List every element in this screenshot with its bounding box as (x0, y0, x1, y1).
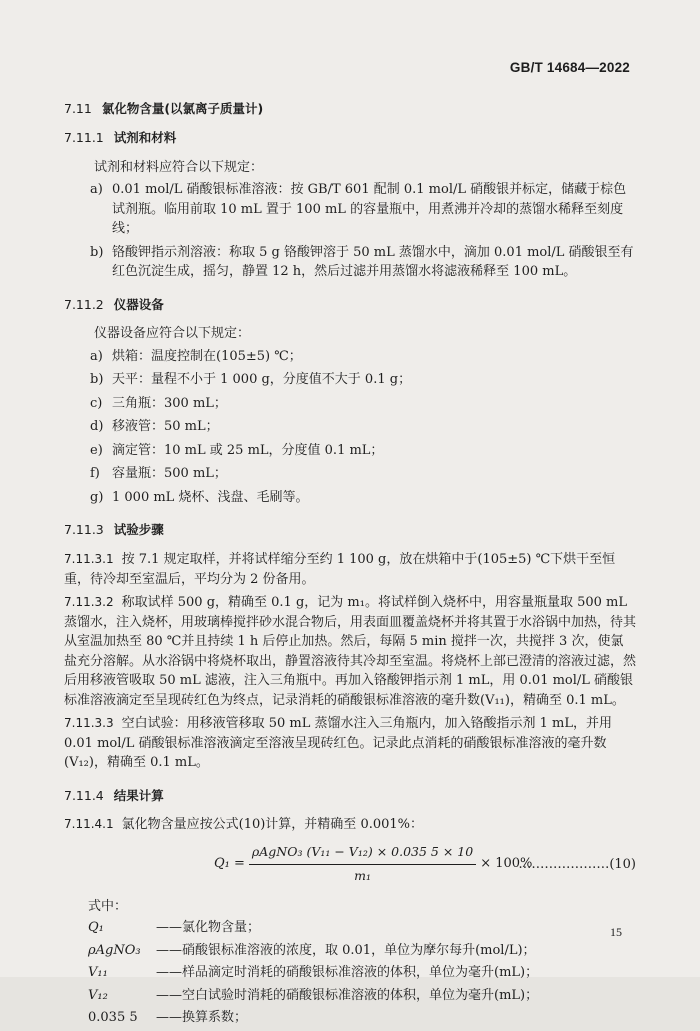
clause-number: 7.11.3.2 (64, 595, 114, 609)
formula (214, 843, 532, 886)
section-title: 氯化物含量(以氯离子质量计) (101, 101, 264, 116)
definition-symbol: Q₁ (88, 920, 104, 936)
list-label: a) (90, 348, 103, 364)
definition-text: ——换算系数； (156, 1010, 248, 1026)
clause-number: 7.11.3.1 (64, 552, 114, 566)
clause-text: 空白试验：用移液管移取 50 mL 蒸馏水注入三角瓶内，加入铬酸指示剂 1 mL，并用 0.01 mol/L 硝酸银标准溶液滴定至溶液呈现砖红色。记录此点消耗的硝酸银标准溶液的毫升数(V₁₂)，精确至 0.1 mL。 (64, 716, 613, 770)
reagents-intro: 试剂和材料应符合以下规定： (94, 159, 264, 175)
section-heading (64, 100, 636, 119)
formula-fraction (249, 843, 476, 886)
definition-row (88, 963, 636, 983)
list-text: 移液管：50 mL； (112, 419, 219, 435)
definition-row (88, 1008, 636, 1028)
subsection-title: 试剂和材料 (113, 129, 177, 145)
definition-text: ——硝酸银标准溶液的浓度，取 0.01，单位为摩尔每升(mol/L)； (156, 942, 536, 958)
list-label: d) (90, 419, 104, 435)
clause-text: 按 7.1 规定取样，并将试样缩分至约 1 100 g，放在烘箱中于(105±5) ℃下烘干至恒重，待冷却至室温后，平均分为 2 份备用。 (64, 552, 616, 587)
list-label: e) (90, 442, 103, 458)
where-label: 式中： (88, 898, 128, 914)
subsection-heading-procedure (64, 521, 636, 540)
subsection-heading-calculation (64, 787, 636, 806)
formula-denominator: m₁ (354, 867, 371, 883)
clause-text: 称取试样 500 g，精确至 0.1 g，记为 m₁。将试样倒入烧杯中，用容量瓶量取 500 mL 蒸馏水，注入烧杯，用玻璃棒搅拌砂水混合物后，用表面皿覆盖烧杯并将其置于水浴锅中加热，待其从室温加热至 80 ℃并且持续 1 h 后停止加热。然后，每隔 5 min 搅拌一次，共搅拌 3 次，使氯盐充分溶解。从水浴锅中将烧杯取出，静置溶液待其冷却至室温。将烧杯上部已澄清的溶液过滤，然后用移液管吸取 50 mL 滤液，注入三角瓶中。再加入铬酸钾指示剂 1 mL，用 0.01 mol/L 硝酸银标准溶液滴定至呈现砖红色为终点，记录消耗的硝酸银标准溶液的毫升数(V₁₁)，精确至 0.1 mL。 (64, 595, 637, 708)
list-item (90, 243, 636, 282)
definition-symbol: 0.035 5 (88, 1010, 138, 1026)
list-item (90, 488, 636, 508)
subsection-heading-apparatus (64, 296, 636, 315)
clause-number: 7.11.4.1 (64, 817, 114, 832)
formula-block (64, 839, 636, 891)
list-item (90, 441, 636, 461)
definition-row (88, 986, 636, 1006)
subsection-title: 试验步骤 (113, 522, 164, 538)
clause (64, 714, 636, 773)
list-text: 天平：量程不小于 1 000 g，分度值不大于 0.1 g； (112, 372, 412, 388)
definition-text: ——氯化物含量； (156, 920, 261, 936)
definition-row (88, 918, 636, 938)
page-number: 15 (610, 925, 622, 939)
definition-symbol: V₁₁ (88, 965, 108, 981)
definition-text: ——样品滴定时消耗的硝酸银标准溶液的体积，单位为毫升(mL)； (156, 965, 539, 981)
clause (64, 550, 636, 589)
list-label: b) (90, 244, 104, 260)
list-text: 烘箱：温度控制在(105±5) ℃； (112, 348, 302, 364)
list-item (90, 347, 636, 367)
subsection-number: 7.11.3 (64, 522, 104, 538)
formula-lhs: Q₁ = (214, 856, 245, 872)
clause (64, 815, 636, 835)
equation-number: …………………(10) (518, 856, 636, 872)
page-content (64, 100, 636, 1031)
list-item (90, 370, 636, 390)
list-label: a) (90, 182, 103, 197)
definition-symbol: ρAgNO₃ (88, 942, 141, 958)
list-text: 0.01 mol/L 硝酸银标准溶液：按 GB/T 601 配制 0.1 mol/L 硝酸银并标定，储藏于棕色试剂瓶。临用前取 10 mL 置于 100 mL 的容量瓶中，用煮沸并冷却的蒸馏水稀释至刻度线； (112, 182, 627, 236)
definition-text: ——空白试验时消耗的硝酸银标准溶液的体积，单位为毫升(mL)； (156, 987, 539, 1003)
formula-tail: × 100% (480, 856, 533, 872)
subsection-number: 7.11.4 (64, 787, 104, 803)
subsection-number: 7.11.1 (64, 129, 104, 145)
clause-number: 7.11.3.3 (64, 716, 114, 730)
formula-numerator: ρAgNO₃ (V₁₁ − V₁₂) × 0.035 5 × 10 (249, 843, 476, 865)
subsection-number: 7.11.2 (64, 296, 104, 312)
clause-text: 氯化物含量应按公式(10)计算，并精确至 0.001%： (121, 817, 424, 833)
list-text: 1 000 mL 烧杯、浅盘、毛刷等。 (112, 489, 309, 505)
list-text: 容量瓶：500 mL； (112, 466, 227, 482)
definition-row (88, 941, 636, 961)
list-label: f) (90, 466, 100, 482)
definition-symbol: V₁₂ (88, 987, 108, 1003)
list-item (90, 394, 636, 414)
section-number: 7.11 (64, 101, 92, 116)
list-item (90, 180, 636, 239)
list-text: 铬酸钾指示剂溶液：称取 5 g 铬酸钾溶于 50 mL 蒸馏水中，滴加 0.01 mol/L 硝酸银至有红色沉淀生成，摇匀，静置 12 h，然后过滤并用蒸馏水将滤液稀释至 100 mL。 (112, 244, 634, 279)
subsection-title: 结果计算 (113, 787, 164, 803)
apparatus-intro: 仪器设备应符合以下规定： (94, 326, 251, 342)
list-label: b) (90, 372, 104, 388)
list-item (90, 464, 636, 484)
list-text: 三角瓶：300 mL； (112, 395, 227, 411)
clause (64, 593, 636, 710)
list-item (90, 417, 636, 437)
subsection-heading-reagents (64, 129, 636, 148)
list-label: c) (90, 395, 103, 411)
list-label: g) (90, 489, 104, 505)
subsection-title: 仪器设备 (113, 296, 164, 312)
standard-code: GB/T 14684—2022 (509, 60, 630, 75)
list-text: 滴定管：10 mL 或 25 mL，分度值 0.1 mL； (112, 442, 384, 458)
